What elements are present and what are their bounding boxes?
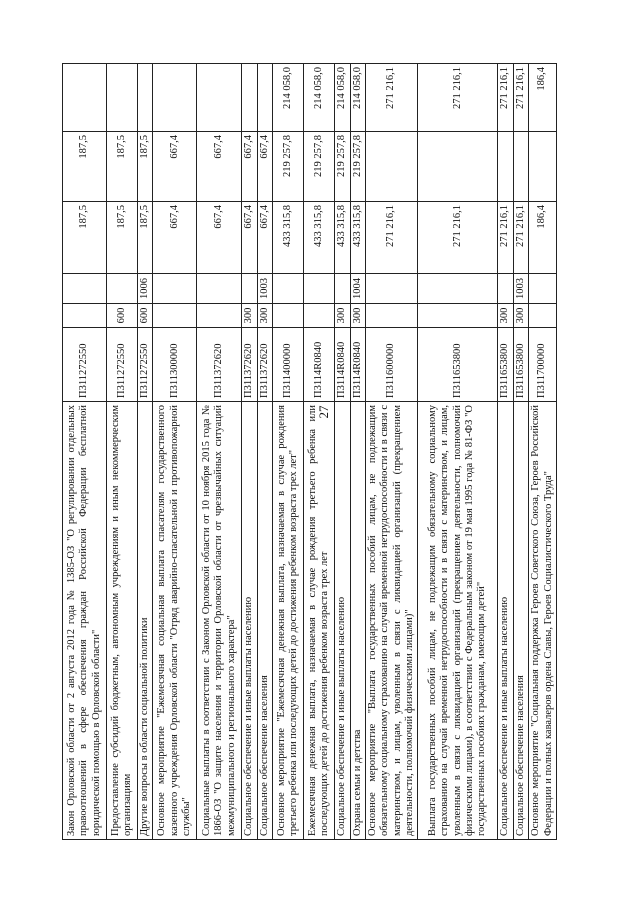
cell-v3 — [138, 64, 153, 132]
rotated-table-wrapper — [62, 64, 554, 840]
cell-rz — [418, 274, 498, 304]
cell-vr: 300 — [498, 304, 513, 328]
cell-name: Выплата государственных пособий лицам, не подлежащим обязательному социальному страхованию на случай временной нетрудоспособности и в связи с материнством, и лицам, уволенным в связи с ликвидацией организаций (прекращением деятельности, полномочий физическими лицами), в соответствии с Федеральным законом от 19 мая 1995 года № 81-ФЗ "О государственных пособиях гражданам, имеющим детей" — [418, 402, 498, 840]
cell-v3: 214 058,0 — [350, 64, 365, 132]
cell-name: Предоставление субсидий бюджетным, автономным учреждениям и иным некоммерческим организациям — [107, 402, 138, 840]
cell-vr: 300 — [335, 304, 350, 328]
cell-rz — [498, 274, 513, 304]
cell-name: Ежемесячная денежная выплата, назначаемая в случае рождения третьего ребенка или последующих детей до достижения ребенком возраста трех лет — [304, 402, 335, 840]
cell-vr: 300 — [242, 304, 257, 328]
cell-rz — [197, 274, 242, 304]
cell-code: П3114R0840 — [304, 328, 335, 402]
cell-vr — [365, 304, 418, 328]
cell-rz — [153, 274, 197, 304]
cell-rz — [273, 274, 304, 304]
cell-code: П311300000 — [153, 328, 197, 402]
cell-v2 — [365, 132, 418, 202]
cell-name: Основное мероприятие "Ежемесячная денежная выплата, назначаемая в случае рождения третьего ребенка или последующих детей до достижения ребенком возраста трех лет" — [273, 402, 304, 840]
cell-name: Социальное обеспечение и иные выплаты населению — [242, 402, 257, 840]
cell-rz: 1006 — [138, 274, 153, 304]
cell-rz — [304, 274, 335, 304]
table-row — [513, 64, 528, 840]
cell-v2: 187,5 — [107, 132, 138, 202]
cell-rz: 1003 — [513, 274, 528, 304]
cell-v1: 667,4 — [197, 202, 242, 274]
cell-v1: 187,5 — [63, 202, 107, 274]
cell-vr — [418, 304, 498, 328]
table-row — [304, 64, 335, 840]
cell-v1: 271 216,1 — [513, 202, 528, 274]
cell-name: Социальное обеспечение и иные выплаты населению — [335, 402, 350, 840]
cell-vr: 600 — [138, 304, 153, 328]
cell-rz — [63, 274, 107, 304]
cell-rz — [365, 274, 418, 304]
cell-v1: 271 216,1 — [365, 202, 418, 274]
cell-code: П311600000 — [365, 328, 418, 402]
cell-rz — [242, 274, 257, 304]
cell-v1: 433 315,8 — [350, 202, 365, 274]
cell-v1: 271 216,1 — [498, 202, 513, 274]
cell-v2 — [498, 132, 513, 202]
cell-v2 — [418, 132, 498, 202]
cell-v3 — [107, 64, 138, 132]
table-body — [63, 64, 557, 840]
table-row — [197, 64, 242, 840]
cell-code: П311653800 — [498, 328, 513, 402]
cell-code: П311272550 — [107, 328, 138, 402]
cell-v3: 271 216,1 — [365, 64, 418, 132]
cell-vr: 300 — [257, 304, 272, 328]
cell-code: П311372620 — [257, 328, 272, 402]
cell-vr — [153, 304, 197, 328]
cell-code: П311272550 — [138, 328, 153, 402]
cell-vr: 600 — [107, 304, 138, 328]
cell-code: П311400000 — [273, 328, 304, 402]
cell-name: Основное мероприятие "Социальная поддержка Героев Советского Союза, Героев Российской Федерации и полных кавалеров ордена Славы, Героев Социалистического Труда" — [529, 402, 557, 840]
cell-v3: 214 058,0 — [304, 64, 335, 132]
table-row — [153, 64, 197, 840]
cell-code: П311372620 — [197, 328, 242, 402]
cell-v3 — [63, 64, 107, 132]
table-row — [365, 64, 418, 840]
cell-v3: 271 216,1 — [418, 64, 498, 132]
table-row — [418, 64, 498, 840]
cell-name: Другие вопросы в области социальной политики — [138, 402, 153, 840]
cell-v2: 219 257,8 — [304, 132, 335, 202]
cell-name: Социальное обеспечение и иные выплаты населению — [498, 402, 513, 840]
cell-v3: 271 216,1 — [513, 64, 528, 132]
cell-vr — [304, 304, 335, 328]
cell-code: П311700000 — [529, 328, 557, 402]
budget-table — [62, 63, 557, 840]
cell-v3 — [257, 64, 272, 132]
cell-v1: 433 315,8 — [335, 202, 350, 274]
cell-rz — [529, 274, 557, 304]
table-row — [138, 64, 153, 840]
cell-v1: 667,4 — [153, 202, 197, 274]
cell-code: П311272550 — [63, 328, 107, 402]
cell-name: Основное мероприятие "Ежемесячная социальная выплата спасателям государственного казенного учреждения Орловской области "Отряд аварийно-спасательной и противопожарной службы" — [153, 402, 197, 840]
table-row — [350, 64, 365, 840]
table-row — [107, 64, 138, 840]
cell-rz — [107, 274, 138, 304]
cell-v2 — [529, 132, 557, 202]
cell-v2: 667,4 — [257, 132, 272, 202]
cell-v2: 219 257,8 — [350, 132, 365, 202]
cell-v1: 667,4 — [257, 202, 272, 274]
cell-name: Социальное обеспечение населения — [257, 402, 272, 840]
cell-v3: 271 216,1 — [498, 64, 513, 132]
cell-vr — [529, 304, 557, 328]
cell-v2 — [513, 132, 528, 202]
cell-v2: 667,4 — [153, 132, 197, 202]
cell-name: Социальные выплаты в соответствии с Законом Орловской области от 10 ноября 2015 года № 1866-ОЗ "О защите населения и территории Орловской области от чрезвычайных ситуаций межмуниципального и регионального характера" — [197, 402, 242, 840]
cell-v1: 667,4 — [242, 202, 257, 274]
cell-name: Охрана семьи и детства — [350, 402, 365, 840]
cell-rz: 1003 — [257, 274, 272, 304]
table-row — [335, 64, 350, 840]
table-row — [273, 64, 304, 840]
cell-v1: 187,5 — [107, 202, 138, 274]
cell-name: Закон Орловской области от 2 августа 2012 года № 1385-ОЗ "О регулировании отдельных правоотношений в сфере обеспечения граждан Российской Федерации бесплатной юридической помощью в Орловской области" — [63, 402, 107, 840]
cell-rz: 1004 — [350, 274, 365, 304]
cell-code: П3114R0840 — [335, 328, 350, 402]
cell-v1: 433 315,8 — [273, 202, 304, 274]
cell-v3 — [242, 64, 257, 132]
cell-v3: 214 058,0 — [335, 64, 350, 132]
table-row — [63, 64, 107, 840]
cell-vr: 300 — [513, 304, 528, 328]
cell-vr — [63, 304, 107, 328]
cell-v2: 667,4 — [242, 132, 257, 202]
table-row — [242, 64, 257, 840]
cell-rz — [335, 274, 350, 304]
table-row — [498, 64, 513, 840]
cell-vr — [273, 304, 304, 328]
cell-code: П311653800 — [513, 328, 528, 402]
page-number: 27 — [316, 405, 331, 419]
cell-name: Социальное обеспечение населения — [513, 402, 528, 840]
cell-vr — [197, 304, 242, 328]
cell-v2: 667,4 — [197, 132, 242, 202]
cell-code: П311372620 — [242, 328, 257, 402]
cell-v1: 433 315,8 — [304, 202, 335, 274]
cell-v1: 187,5 — [138, 202, 153, 274]
cell-v3 — [153, 64, 197, 132]
table-row — [529, 64, 557, 840]
cell-v2: 187,5 — [138, 132, 153, 202]
cell-v1: 186,4 — [529, 202, 557, 274]
table-row — [257, 64, 272, 840]
cell-vr: 300 — [350, 304, 365, 328]
cell-code: П3114R0840 — [350, 328, 365, 402]
cell-v3: 214 058,0 — [273, 64, 304, 132]
cell-v3 — [197, 64, 242, 132]
cell-v2: 219 257,8 — [273, 132, 304, 202]
cell-v1: 271 216,1 — [418, 202, 498, 274]
cell-code: П311653800 — [418, 328, 498, 402]
cell-v3: 186,4 — [529, 64, 557, 132]
cell-v2: 187,5 — [63, 132, 107, 202]
cell-name: Основное мероприятие "Выплата государственных пособий лицам, не подлежащим обязательному социальному страхованию на случай временной нетрудоспособности и в связи с материнством, и лицам, уволенным в связи с ликвидацией организаций (прекращением деятельности, полномочий физическими лицами)" — [365, 402, 418, 840]
cell-v2: 219 257,8 — [335, 132, 350, 202]
